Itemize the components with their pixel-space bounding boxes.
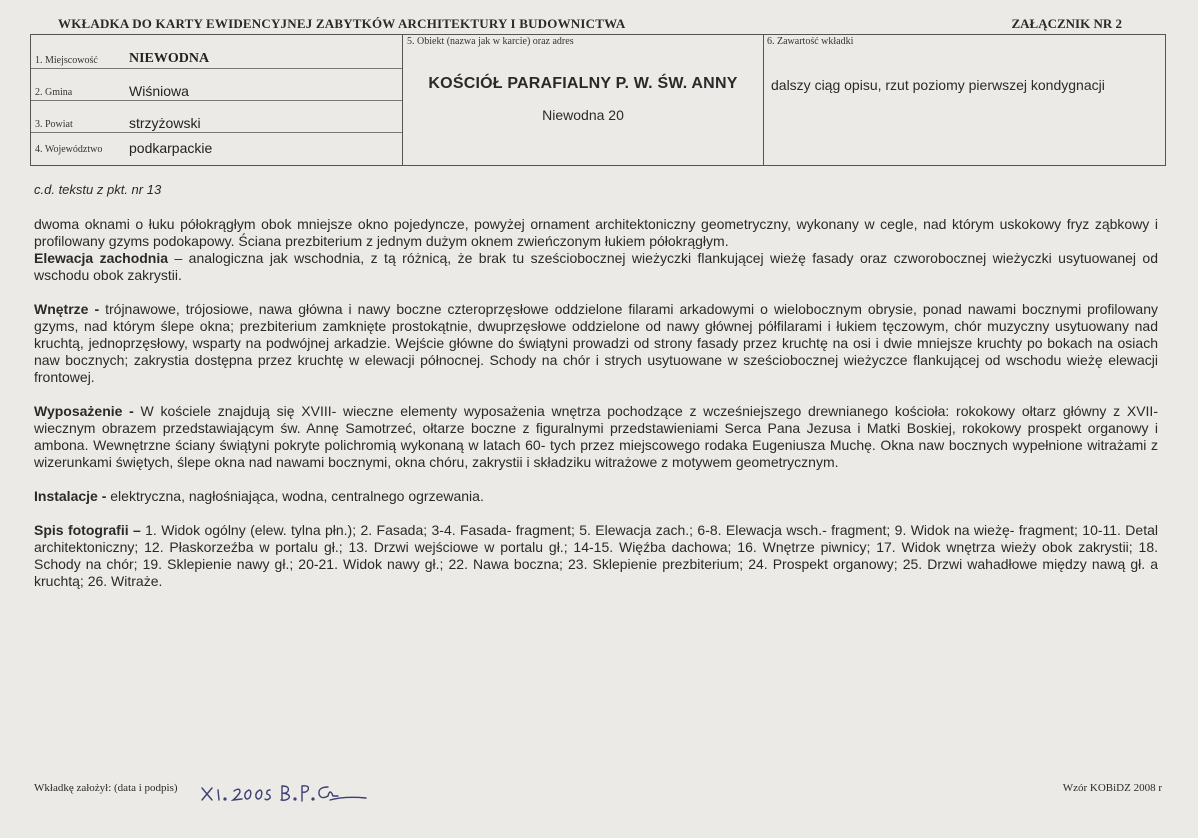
column-divider [402, 35, 403, 165]
section-heading: Wnętrze - [34, 301, 100, 317]
description-body [34, 216, 1158, 590]
section-text: W kościele znajdują się XVIII- wieczne elementy wyposażenia wnętrza pochodzące z wcześniejszego drewnianego kościoła: rokokowy ołtarz główny z XVII- wiecznym obrazem przedstawiającym św. Annę Samotrzeć, ołtarze boczne z figuralnymi przedstawieniami Serca Pana Jezusa i Matki Boskiej, rokokowy prospekt organowy i ambona. Wewnętrzne ściany świątyni pokryte polichromią wykonaną w latach 60- tych przez miejscowego rodaka Eugeniusza Muchę. Okna naw bocznych wypełnione witrażami z wizerunkami świętych, ślepe okna nad nawami bocznymi, okna chóru, zakrystii i składziku witrażowe z motywem geometrycznym. [34, 403, 1158, 470]
field-district [31, 107, 402, 133]
document-title: WKŁADKA DO KARTY EWIDENCYJNEJ ZABYTKÓW ARCHITEKTURY I BUDOWNICTWA [58, 16, 626, 31]
field-value: NIEWODNA [129, 51, 210, 66]
section-text: trójnawowe, trójosiowe, nawa główna i nawy boczne czteroprzęsłowe oddzielone filarami arkadowymi o wielobocznym obrysie, ponad nawami bocznymi profilowany gzyms, nad którym ślepe okna; prezbiterium zamknięte prostokątnie, dwuprzęsłowe oddzielone od nawy głównej półfilarami i łukiem tęczowym, chór muzyczny usytuowany nad kruchtą, jednoprzęsłowy, wsparty na podwójnej arkadzie. Wejście główne do świątyni prowadzi od strony fasady przez kruchtę na osi i dwie mniejsze kruchty po bokach na osiach naw bocznych; zakrystia dostępna przez kruchtę w elewacji północnej. Schody na chór i strych usytuowane w sześciobocznej wieżyczce flankującej od wschodu wieżę elewacji frontowej. [34, 301, 1158, 385]
field-value: podkarpackie [129, 140, 213, 156]
paragraph-equipment [34, 403, 1158, 471]
section-text: elektryczna, nagłośniająca, wodna, centralnego ogrzewania. [106, 488, 484, 504]
field-province [31, 132, 402, 157]
annex-number: ZAŁĄCZNIK NR 2 [1011, 16, 1122, 31]
object-address: Niewodna 20 [542, 107, 624, 123]
template-version: Wzór KOBiDZ 2008 r [1062, 782, 1162, 794]
section-heading: Instalacje - [34, 488, 107, 504]
contents-value: dalszy ciąg opisu, rzut poziomy pierwszej kondygnacji [771, 77, 1105, 93]
continuation-note: c.d. tekstu z pkt. nr 13 [34, 182, 162, 197]
field-label: 4. Województwo [35, 144, 103, 155]
contents-label: 6. Zawartość wkładki [767, 36, 854, 47]
field-value: Wiśniowa [129, 83, 189, 99]
paragraph-installations [34, 488, 1158, 505]
field-locality [31, 43, 402, 69]
object-name: KOŚCIÓŁ PARAFIALNY P. W. ŚW. ANNY [428, 75, 738, 92]
section-heading: Spis fotografii – [34, 522, 141, 538]
field-value: strzyżowski [129, 115, 201, 131]
field-label: 3. Powiat [35, 119, 73, 130]
section-heading: Wyposażenie - [34, 403, 134, 419]
field-commune [31, 75, 402, 101]
column-divider [763, 35, 764, 165]
section-text: – analogiczna jak wschodnia, z tą różnicą, że brak tu sześciobocznej wieżyczki flankującej wieżę fasady oraz czworobocznej wieżyczki usytuowanej od wschodu obok zakrystii. [34, 250, 1159, 283]
inserted-by-label: Wkładkę założył: (data i podpis) [34, 782, 178, 794]
section-text: 1. Widok ogólny (elew. tylna płn.); 2. Fasada; 3-4. Fasada- fragment; 5. Elewacja zach.; 6-8. Elewacja wsch.- fragment; 9. Widok na wieżę- fragment; 10-11. Detal architektoniczny; 12. Płaskorzeźba w portalu gł.; 13. Drzwi wejściowe w portalu gł.; 14-15. Więźba dachowa; 16. Wnętrze piwnicy; 17. Widok wnętrza wieży obok zakrystii; 18. Schody na chór; 19. Sklepienie nawy gł.; 20-21. Widok nawy gł.; 22. Nawa boczna; 23. Sklepienie prezbiterium; 24. Prospekt organowy; 25. Drzwi wahadłowe między nawą gł. a kruchtą; 26. Witraże. [34, 522, 1158, 589]
handwritten-signature [200, 778, 370, 811]
signature-image [200, 778, 370, 806]
paragraph-interior [34, 301, 1158, 386]
field-label: 2. Gmina [35, 87, 73, 98]
object-label: 5. Obiekt (nazwa jak w karcie) oraz adres [407, 36, 574, 47]
paragraph-facade: dwoma oknami o łuku półokrągłym obok mniejsze okno pojedyncze, powyżej ornament architektoniczny geometryczny, wykonany w cegle, nad którym uskokowy fryz ząbkowy i profilowany gzyms podokapowy. Ściana prezbiterium z jednym dużym oknem zwieńczonym łukiem półokrągłym. [34, 216, 1158, 249]
paragraph-photo-list [34, 522, 1158, 590]
field-label: 1. Miejscowość [35, 55, 98, 66]
metadata-table [30, 34, 1166, 166]
section-heading: Elewacja zachodnia [34, 250, 169, 266]
paragraph-west-elevation [34, 250, 1158, 284]
